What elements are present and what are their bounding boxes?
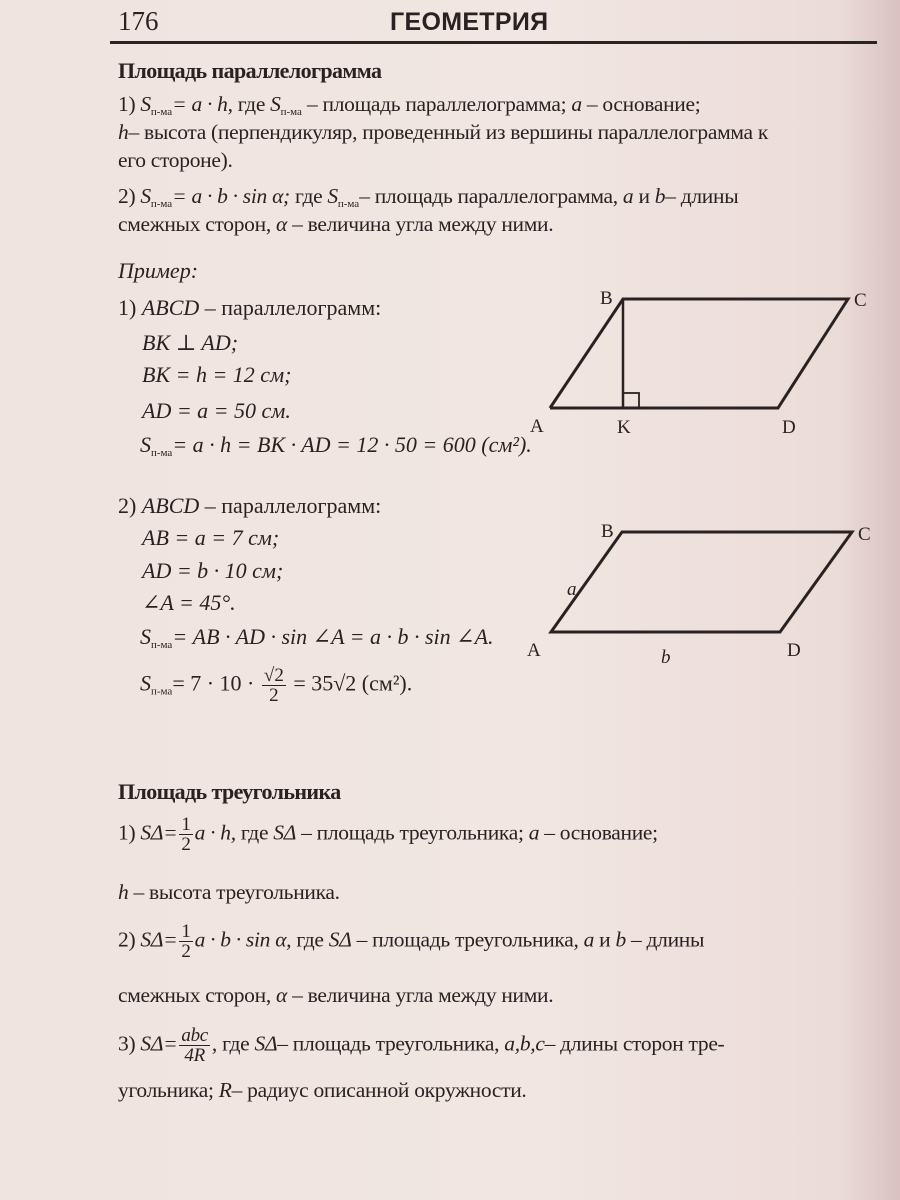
var-a: a [583, 927, 595, 952]
fraction [179, 1026, 210, 1065]
desc-text: – радиус описанной окружности. [231, 1078, 527, 1102]
section-title-triangle: Площадь треугольника [118, 779, 341, 804]
var-s: S [140, 670, 151, 696]
desc-text: – величина угла между ними. [292, 212, 554, 236]
header-rule [110, 41, 877, 44]
var-s: S [140, 624, 151, 649]
fraction-numerator: 1 [181, 814, 191, 835]
triangle-formula-2-line2 [118, 983, 553, 1008]
and-word: и [638, 184, 650, 208]
fraction-denominator: 2 [181, 834, 191, 855]
fraction [179, 815, 192, 854]
var-a: a [622, 184, 634, 208]
parallelogram-outline [551, 532, 852, 632]
subscript: п-ма [151, 639, 173, 651]
vertex-label-c: C [854, 290, 867, 311]
example-1-line-2: BK = h = 12 см; [142, 362, 292, 387]
formula-rhs: a · b · sin α, [194, 927, 292, 952]
desc-text: угольника; [118, 1078, 214, 1102]
desc-text: – основание; [586, 92, 701, 116]
example-2-heading [118, 493, 381, 519]
fraction-numerator: 1 [181, 921, 191, 942]
triangle-formula-1-line2 [118, 880, 340, 905]
item-number: 1) [118, 92, 136, 116]
var-b: b [615, 927, 626, 952]
desc-text: – параллелограмм: [204, 493, 382, 518]
vertex-label-d: D [782, 417, 796, 438]
desc-text: – основание; [544, 820, 658, 845]
subscript: п-ма [151, 447, 173, 459]
var-s: S [140, 432, 151, 457]
example-2-line-2: AD = b · 10 см; [142, 558, 284, 583]
desc-text: – площадь параллелограмма, [359, 184, 618, 208]
desc-text: – длины сторон тре- [544, 1031, 725, 1056]
triangle-formula-3-line2 [118, 1078, 527, 1103]
result-value: = 35√2 (см²). [293, 670, 413, 696]
subscript: п-ма [337, 198, 360, 210]
desc-text: – параллелограмм: [204, 295, 382, 320]
var-b: b [654, 184, 666, 208]
subscript: п-ма [150, 106, 173, 118]
where-word: где [240, 820, 269, 845]
example-label: Пример: [118, 258, 199, 283]
vertex-label-b: B [600, 288, 613, 309]
subscript: п-ма [280, 106, 302, 118]
var-s: S [327, 184, 338, 208]
formula-rhs: a · h, [194, 820, 236, 845]
result-formula: = 7 · 10 · [172, 670, 255, 696]
figure-name: ABCD [141, 493, 200, 518]
vertex-label-a: A [530, 416, 544, 437]
desc-text: – длины [665, 184, 739, 208]
item-number: 2) [118, 493, 137, 518]
var-abc: a,b,c [504, 1031, 545, 1056]
formula-rhs: = AB · AD · sin ∠A = a · b · sin ∠A. [172, 624, 494, 649]
item-number: 1) [118, 295, 137, 320]
fraction-numerator: √2 [263, 665, 284, 686]
desc-text: смежных сторон, [118, 983, 271, 1007]
example-1-result [140, 432, 532, 459]
result-formula: = a · h = BK · AD = 12 · 50 = 600 (см²). [172, 432, 532, 457]
example-1-heading [118, 295, 381, 321]
var-h: h [118, 880, 129, 904]
formula-rhs: = a · b · sin α; [172, 184, 290, 208]
var-alpha: α [276, 983, 287, 1007]
parallelogram-formula-1 [118, 92, 700, 118]
desc-text: – величина угла между ними. [292, 983, 554, 1007]
formula-lhs: SΔ= [140, 820, 178, 845]
side-label-b: b [661, 647, 671, 668]
desc-text: – высота треугольника. [133, 880, 340, 904]
var-r: R [218, 1078, 232, 1102]
triangle-formula-2 [118, 922, 704, 961]
parallelogram-formula-1-line3: его стороне). [118, 148, 233, 172]
parallelogram-formula-2-line2 [118, 212, 553, 237]
subscript: п-ма [150, 198, 173, 210]
example-1-line-3: AD = a = 50 см. [142, 398, 291, 423]
item-number: 2) [118, 184, 136, 208]
where-word: где [237, 92, 266, 116]
desc-text: – площадь параллелограмма; [307, 92, 567, 116]
vertex-label-d: D [787, 640, 801, 661]
figure-name: ABCD [141, 295, 200, 320]
parallelogram-outline [550, 299, 848, 408]
desc-text: – площадь треугольника; [301, 820, 524, 845]
fraction [179, 922, 192, 961]
formula-rhs: = a · h, [172, 92, 233, 116]
side-label-a: a [567, 579, 577, 600]
var-alpha: α [276, 212, 287, 236]
right-angle-mark [623, 393, 639, 408]
and-word: и [599, 927, 611, 952]
formula-lhs: SΔ= [140, 927, 178, 952]
vertex-label-a: A [527, 640, 541, 661]
var-s-triangle: SΔ [328, 927, 352, 952]
desc-text: смежных сторон, [118, 212, 271, 236]
item-number: 1) [118, 820, 136, 845]
desc-text: – высота (перпендикуляр, проведенный из вершины параллелограмма к [128, 120, 769, 144]
parallelogram-diagram-2 [515, 515, 885, 675]
item-number: 3) [118, 1031, 136, 1056]
where-word: где [296, 927, 324, 952]
example-2-formula [140, 624, 494, 651]
triangle-formula-3 [118, 1026, 724, 1065]
var-h: h [118, 120, 129, 144]
parallelogram-diagram-1 [520, 280, 880, 440]
parallelogram-formula-2 [118, 184, 738, 210]
var-a: a [571, 92, 582, 116]
vertex-label-b: B [601, 521, 614, 542]
triangle-formula-1 [118, 815, 658, 854]
comma: , [211, 1031, 217, 1056]
fraction-denominator: 4R [184, 1045, 205, 1066]
parallelogram-formula-1-line2 [118, 120, 768, 145]
section-title-parallelogram: Площадь параллелограмма [118, 58, 382, 83]
fraction-denominator: 2 [269, 685, 279, 706]
var-s: S [140, 184, 151, 208]
var-s-triangle: SΔ [273, 820, 297, 845]
fraction-numerator: abc [181, 1025, 208, 1046]
formula-lhs: SΔ= [140, 1031, 178, 1056]
example-2-result [140, 666, 412, 705]
example-2-line-3: ∠A = 45°. [142, 590, 236, 615]
desc-text: – длины [631, 927, 705, 952]
var-a: a [528, 820, 540, 845]
running-header-title: ГЕОМЕТРИЯ [390, 8, 549, 36]
var-s-triangle: SΔ [254, 1031, 278, 1056]
vertex-label-k: K [617, 417, 631, 438]
item-number: 2) [118, 927, 136, 952]
where-word: где [222, 1031, 250, 1056]
var-s: S [140, 92, 151, 116]
subscript: п-ма [151, 685, 173, 698]
fraction-denominator: 2 [181, 941, 191, 962]
example-2-line-1: AB = a = 7 см; [142, 525, 280, 550]
where-word: где [295, 184, 323, 208]
var-s: S [270, 92, 281, 116]
vertex-label-c: C [858, 524, 871, 545]
fraction [262, 666, 286, 705]
desc-text: – площадь треугольника, [277, 1031, 500, 1056]
desc-text: – площадь треугольника, [356, 927, 579, 952]
page-number: 176 [118, 6, 159, 36]
example-1-line-1: BK ⊥ AD; [142, 330, 239, 355]
